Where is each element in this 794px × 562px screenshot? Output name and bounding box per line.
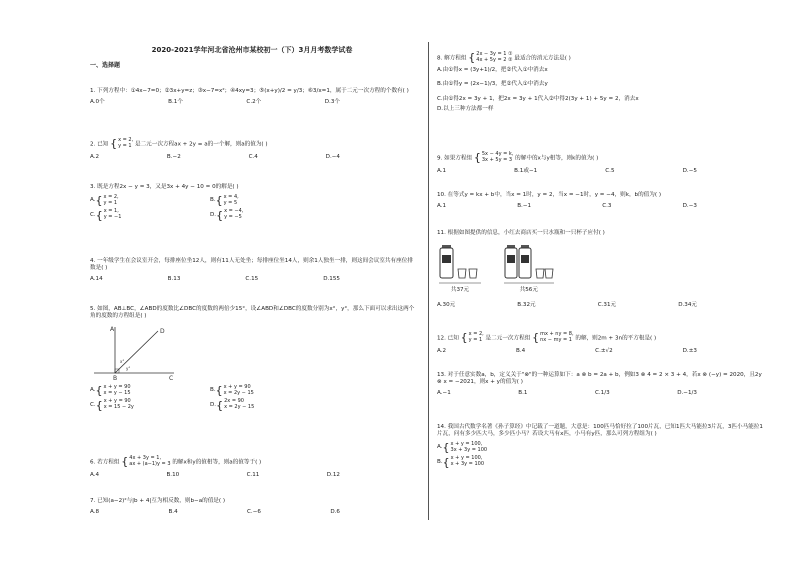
stem-text: 2. 已知 [90, 141, 109, 148]
option-b[interactable]: B.10 [166, 471, 180, 478]
options [90, 195, 415, 221]
equation-line: x + y = 100, [450, 440, 483, 447]
option-d[interactable]: D.12 [326, 471, 340, 478]
option-a[interactable]: A.8 [90, 508, 100, 515]
option-b[interactable]: B.−1 [517, 202, 532, 209]
option-a[interactable]: A.由①得x = (3y+1)/2，把②代入①中消去x [437, 66, 548, 73]
question-9 [437, 152, 767, 174]
option-a[interactable]: A. { x = 2, y = 1 [90, 193, 119, 208]
stem-text: 的解中的x与y相等，则k的值为( ) [515, 155, 599, 162]
option-label: D. [210, 211, 217, 218]
equation-line: x + y = 100, [450, 455, 483, 462]
options [90, 276, 340, 283]
equation-line: 2x − 3y = 1 ① [476, 51, 513, 57]
question-stem [90, 456, 415, 468]
option-d[interactable]: D.−4 [325, 153, 340, 160]
option-c[interactable]: C.±√2 [595, 347, 613, 354]
equation-line: y = −5 [224, 214, 242, 221]
stem-text: 12. 已知 [437, 335, 459, 342]
question-stem: 3. 既是方程2x − y = 3，又是3x + 4y − 10 = 0的解是( ) [90, 184, 239, 190]
question-2 [90, 138, 415, 160]
section-heading: 一、选择题 [90, 62, 121, 69]
stem-text: 的解x和y的值相等，则a的值等于( ) [172, 459, 262, 466]
option-d[interactable]: D.6 [330, 508, 340, 515]
question-14 [437, 424, 767, 468]
option-label: A. [90, 197, 96, 204]
equation-line: x = 4, [223, 193, 239, 200]
page-title: 2020-2021学年河北省沧州市某校初一（下）3月月考数学试卷 [151, 46, 353, 54]
option-d[interactable]: D.155 [323, 275, 340, 282]
option-d[interactable]: D.−1/3 [677, 389, 697, 396]
equation-line: x = 15 − 2y [103, 404, 134, 411]
option-c[interactable]: C.−6 [247, 508, 261, 515]
option-b[interactable]: B.4 [168, 508, 178, 515]
option-b[interactable]: B.−2 [166, 153, 181, 160]
question-stem: 7. 已知(a−2)²与|b + 4|互为相反数，则b−a的值是( ) [90, 498, 226, 504]
option-a[interactable]: A.0个 [90, 98, 105, 105]
option-c[interactable]: C.1/3 [594, 389, 610, 396]
question-3 [90, 184, 415, 221]
option-c[interactable]: C. { x = 1, y = −1 [90, 208, 122, 222]
stem-text: 9. 如果方程组 [437, 155, 473, 162]
option-d[interactable]: D.34元 [678, 301, 697, 308]
option-b[interactable]: B.13 [167, 275, 181, 282]
option-d[interactable]: D. { x = −4, y = −5 [210, 208, 244, 222]
price-figure [437, 241, 767, 294]
equation-line: y = 1 [118, 142, 132, 149]
question-stem [437, 52, 767, 64]
option-c[interactable]: C.15 [245, 275, 259, 282]
equation-line: 4x + 5y = 2 ② [476, 56, 513, 63]
stem-text: 6. 若方程组 [90, 459, 120, 466]
option-label: B. [210, 387, 216, 394]
option-b[interactable]: B. { x + y = 100, x + 3y = 100 [437, 455, 485, 469]
options [437, 390, 697, 397]
options [437, 168, 697, 175]
option-c[interactable]: C.由①得2x = 3y + 1，把2x = 3y + 1代入②中得2(3y + 1) + 5y = 2，消去x [437, 96, 639, 103]
angle-y-label: y° [126, 365, 131, 371]
question-stem [90, 138, 415, 150]
option-b[interactable]: B.1或−1 [514, 167, 538, 174]
option-label: B. [437, 458, 443, 465]
option-b[interactable]: B.32元 [517, 301, 536, 308]
equation-line: 4x + 3y = 1, [129, 455, 162, 461]
options [90, 472, 340, 479]
equation-line: x = 2y − 15 [223, 389, 254, 396]
question-4 [90, 258, 415, 283]
option-d[interactable]: D.±3 [682, 347, 697, 354]
options [90, 99, 340, 106]
option-c[interactable]: C.3 [602, 202, 612, 209]
question-stem: 11. 根据如图提供的信息，小红去商店买一只水瓶和一只杯子应付( ) [437, 230, 605, 236]
stem-text: 的解，则2m + 3n的平方根是( ) [575, 335, 657, 342]
equation-line: y = 1 [103, 199, 118, 206]
option-a[interactable]: A.1 [437, 167, 447, 174]
option-a[interactable]: A. { x + y = 90 x = y − 15 [90, 383, 131, 398]
caption-2: 共56元 [519, 286, 538, 293]
equation-line: y = 1 [468, 336, 483, 343]
equation-line: y = −1 [103, 214, 122, 221]
option-b[interactable]: B. { x = 4, y = 5 [210, 193, 239, 208]
equation-system: { 4x + 3y = 1, ax + (a−1)y = 3 [121, 455, 171, 469]
option-c[interactable]: C.2个 [246, 98, 262, 105]
angle-x-label: x° [120, 358, 125, 364]
option-d[interactable]: D.−5 [682, 167, 697, 174]
option-label: D. [210, 401, 217, 408]
option-c[interactable]: C.4 [248, 153, 258, 160]
option-a[interactable]: A.1 [437, 202, 447, 209]
bottle-icon [437, 241, 483, 287]
option-b[interactable]: B.由①得y = (2x−1)/3，把②代入①中消去y [437, 81, 548, 88]
question-stem: 14. 我国古代数学名著《孙子算经》中记载了一道题，大意是：100匹马恰好拉了100片瓦，已知1匹大马能拉3片瓦，3匹小马能拉1片瓦，问有多少匹大马，多少匹小马？若设大马有x匹，小马有y匹，那么可列方程组为( ) [437, 424, 763, 437]
option-b[interactable]: B.1个 [168, 98, 183, 105]
caption-1: 共37元 [450, 286, 470, 293]
question-stem: 10. 在等式y = kx + b中，当x = 1时，y = 2，当x = −1时，y = −4，则k，b的值为( ) [437, 192, 662, 198]
equation-line: nx − my = 1 [540, 336, 572, 343]
option-c[interactable]: C.11 [246, 471, 260, 478]
equation-line: x = 2, [103, 193, 119, 200]
equation-line: x = −4, [224, 208, 244, 215]
question-13 [437, 372, 767, 397]
equation-line: y = 5 [223, 199, 238, 206]
column-divider [428, 42, 429, 520]
option-a[interactable]: A.4 [90, 471, 100, 478]
equation-line: x = 1, [103, 208, 119, 215]
option-b[interactable]: B. { x + y = 90 x = 2y − 15 [210, 383, 254, 398]
option-d[interactable]: D.−3 [682, 202, 697, 209]
equation-line: x = 2, [468, 331, 484, 337]
question-stem: 5. 如图，AB⊥BC，∠ABD的度数比∠DBC的度数的两倍少15°，设∠ABD和∠DBC的度数分别为x°，y°，那么下面可以求出这两个角的度数的方程组是( ) [90, 306, 415, 319]
angle-figure [90, 323, 180, 381]
question-7 [90, 498, 415, 516]
equation-system: { 2x − 3y = 1 ① 4x + 5y = 2 ② [468, 51, 513, 65]
option-label: C. [90, 401, 96, 408]
option-label: A. [437, 444, 443, 451]
option-c[interactable]: C. { x + y = 90 x = 15 − 2y [90, 398, 134, 412]
option-c[interactable]: C.5 [605, 167, 615, 174]
question-12 [437, 332, 767, 354]
equation-line: x = 2y − 15 [224, 404, 255, 411]
options [437, 348, 697, 355]
point-d-label: D [160, 327, 165, 335]
equation-system: { 5x − 4y = k, 3x + 5y = 3 [473, 151, 514, 165]
option-d[interactable]: D.3个 [324, 98, 340, 105]
option-a[interactable]: A. { x + y = 100, 3x + 3y = 100 [437, 440, 488, 455]
option-d[interactable]: D.以上三种方法都一样 [437, 106, 494, 113]
question-stem [437, 332, 767, 344]
option-c[interactable]: C.31元 [597, 301, 617, 308]
question-1 [90, 88, 415, 106]
equation-line: x + 3y = 100 [450, 461, 485, 468]
option-a[interactable]: A.14 [90, 275, 103, 282]
option-a[interactable]: A.30元 [437, 301, 456, 308]
option-a[interactable]: A.2 [90, 153, 100, 160]
point-b-label: B [113, 374, 118, 381]
option-a[interactable]: A.−1 [437, 389, 451, 396]
option-label: B. [210, 197, 216, 204]
options [437, 203, 697, 210]
question-6 [90, 456, 415, 478]
question-stem: 13. 对于任意实数a，b，定义关于"⊗"的一种运算如下：a ⊗ b = 2a + b，例如3 ⊗ 4 = 2 × 3 + 4，若x ⊗ (−y) = 2020，且2y ⊗ x = −2021，则x + y的值为( ) [437, 372, 762, 385]
equation-system: { x = 2, y = 1 [110, 137, 134, 151]
equation-line: 2x = 90 [224, 398, 244, 405]
option-a[interactable]: A.2 [437, 347, 447, 354]
equation-line: x + y = 90 [103, 398, 131, 405]
equation-system: { x = 2, y = 1 [460, 331, 484, 345]
bottle-cups-image-1 [437, 241, 483, 294]
option-label: A. [90, 387, 96, 394]
option-b[interactable]: B.1 [518, 389, 528, 396]
equation-line: x = y − 15 [103, 389, 131, 396]
bottles-icon [503, 241, 555, 287]
equation-line: 3x + 3y = 100 [450, 446, 488, 453]
equation-line: 3x + 5y = 3 [481, 156, 513, 163]
equation-line: ax + (a−1)y = 3 [129, 460, 171, 467]
point-c-label: C [169, 374, 174, 381]
equation-line: x + y = 90 [103, 383, 131, 390]
question-stem: 4. 一年级学生在会议室开会，每排座位坐12人，则有11人无处坐；每排座位坐14人，则余1人独坐一排，则这间会议室共有座位排数是( ) [90, 258, 413, 271]
options [90, 385, 415, 411]
question-stem [437, 152, 767, 164]
options [437, 442, 767, 468]
question-5 [90, 306, 415, 411]
bottle-cups-image-2 [503, 241, 555, 294]
stem-text: 8. 解方程组 [437, 55, 467, 62]
equation-line: 5x − 4y = k, [481, 151, 514, 157]
equation-system-2: { mx + ny = 8, nx − my = 1 [532, 331, 574, 345]
equation-line: mx + ny = 8, [540, 331, 574, 337]
question-8 [437, 52, 767, 113]
point-a-label: A [110, 325, 115, 333]
options [90, 154, 340, 161]
question-11 [437, 230, 767, 309]
stem-text: 是二元一次方程组 [485, 335, 531, 342]
options [437, 302, 697, 309]
stem-text: 最适合的消元方法是( ) [514, 55, 571, 62]
equation-line: x + y = 90 [223, 383, 251, 390]
options [90, 509, 340, 516]
question-10 [437, 192, 767, 210]
option-label: C. [90, 211, 96, 218]
option-d[interactable]: D. { 2x = 90 x = 2y − 15 [210, 398, 255, 412]
stem-text: 是二元一次方程ax + 2y = a的一个解，则a的值为( ) [134, 141, 268, 148]
option-b[interactable]: B.4 [516, 347, 526, 354]
question-stem: 1. 下列方程中：①4x−7=0；②3x+y=z；③x−7=x²；④4xy=3；⑤(x+y)/2 = y/3；⑥3/x=1，属于二元一次方程的个数有( ) [90, 88, 409, 94]
equation-line: x = 2, [118, 137, 134, 143]
